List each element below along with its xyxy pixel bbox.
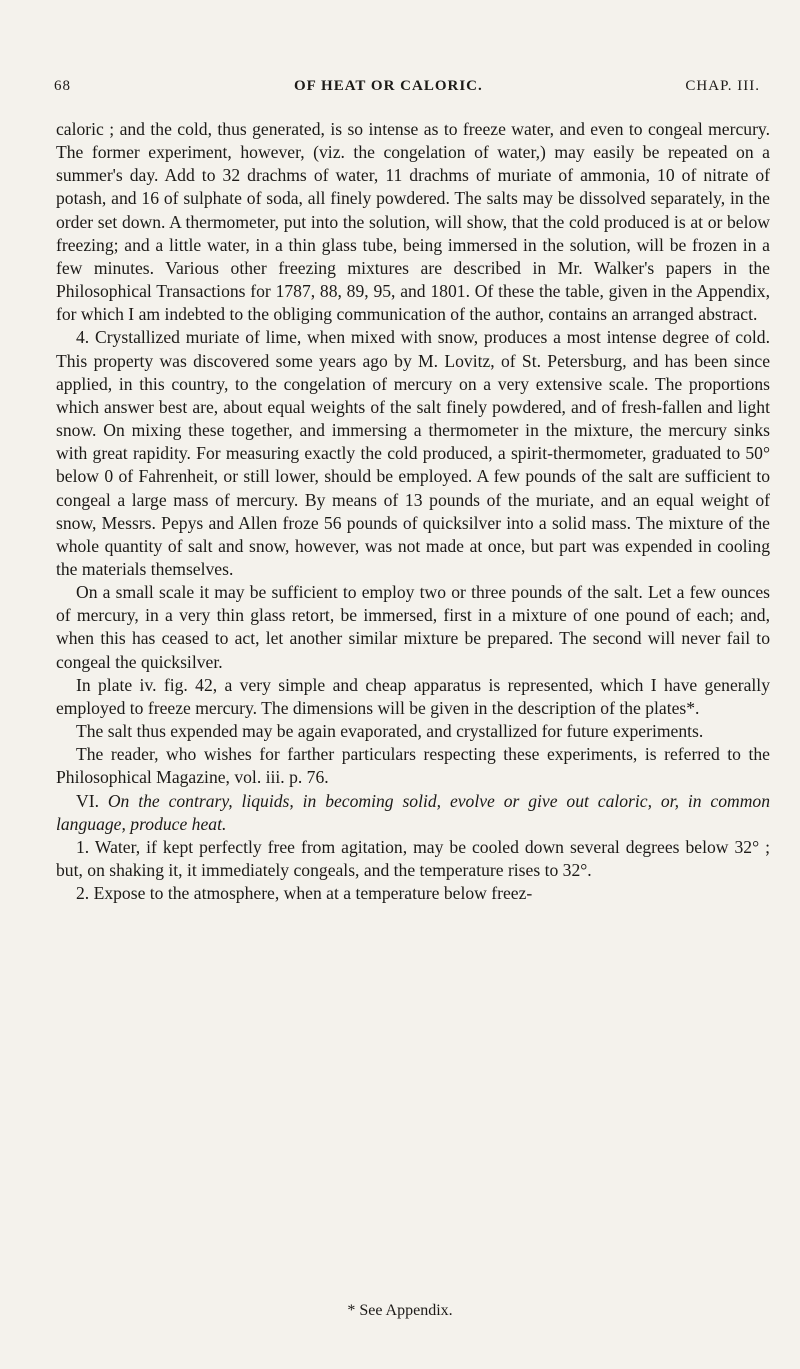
paragraph: 4. Crystallized muriate of lime, when mixed with snow, produces a most intense degree of cold. This property was discovered some years ago by M. Lovitz, of St. Petersburg, and has been since applied, in this country, to the congelation of mercury on a very extensive scale. The proportions which answer best are, about equal weights of the salt finely powdered, and of fresh-fallen and light snow. On mixing these together, and immersing a thermometer in the mixture, the mercury sinks with great rapidity. For measuring exactly the cold produced, a spirit-thermometer, graduated to 50° below 0 of Fahrenheit, or still lower, should be employed. A few pounds of the salt are sufficient to congeal a large mass of mercury. By means of 13 pounds of the muriate, and an equal weight of snow, Messrs. Pepys and Allen froze 56 pounds of quicksilver into a solid mass. The mixture of the whole quantity of salt and snow, however, was not made at once, but part was expended in cooling the materials themselves.: [56, 327, 770, 579]
footnote: * See Appendix.: [347, 1302, 453, 1319]
proposition: [56, 790, 770, 836]
paragraph: In plate iv. fig. 42, a very simple and cheap apparatus is represented, which I have generally employed to freeze mercury. The dimensions will be given in the description of the plates*.: [56, 674, 770, 718]
paragraph: The reader, who wishes for farther particulars respecting these experiments, is referred to the Philosophical Magazine, vol. iii. p. 76.: [56, 744, 770, 788]
paragraph: 1. Water, if kept perfectly free from agitation, may be cooled down several degrees below 32° ; but, on shaking it, it immediately congeals, and the temperature rises to 32°.: [56, 836, 770, 880]
paragraph: The salt thus expended may be again evaporated, and crystallized for future experiments.: [76, 721, 704, 742]
page-number: 68: [54, 78, 71, 94]
proposition-text: On the contrary, liquids, in becoming solid, evolve or give out caloric, or, in common language, produce heat.: [56, 790, 770, 834]
paragraph: caloric ; and the cold, thus generated, is so intense as to freeze water, and even to congeal mercury. The former experiment, however, (viz. the congelation of water,) may easily be repeated on a summer's day. Add to 32 drachms of water, 11 drachms of muriate of ammonia, 10 of nitrate of potash, and 16 of sulphate of soda, all finely powdered. The salts may be dissolved separately, in the order set down. A thermometer, put into the solution, will show, that the cold produced is at or below freezing; and a little water, in a thin glass tube, being immersed in the solution, will be frozen in a few minutes. Various other freezing mixtures are described in Mr. Walker's papers in the Philosophical Transactions for 1787, 88, 89, 95, and 1801. Of these the table, given in the Appendix, for which I am indebted to the obliging communication of the author, contains an arranged abstract.: [56, 119, 770, 325]
body-text: [56, 118, 770, 905]
paragraph: On a small scale it may be sufficient to employ two or three pounds of the salt. Let a few ounces of mercury, in a very thin glass retort, be immersed, first in a mixture of one pound of each; and, when this has ceased to act, let another similar mixture be prepared. The second will never fail to congeal the quicksilver.: [56, 582, 770, 672]
page-header: [54, 78, 760, 100]
proposition-number: VI.: [76, 790, 99, 811]
paragraph: 2. Expose to the atmosphere, when at a temperature below freez-: [76, 883, 533, 904]
running-title: OF HEAT OR CALORIC.: [294, 78, 483, 94]
chapter-label: CHAP. III.: [685, 78, 760, 94]
